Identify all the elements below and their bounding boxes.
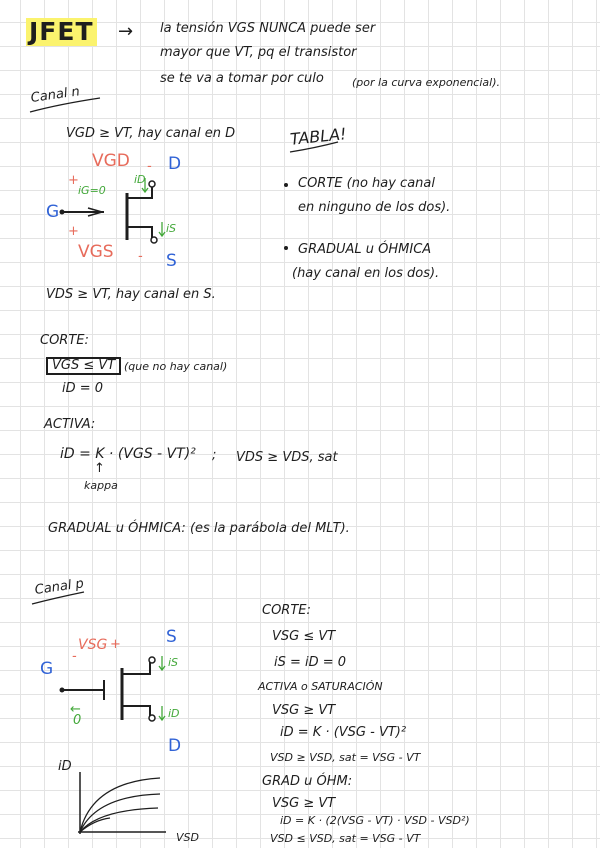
activa-n-eq: iD = K · (VGS - VT)²: [60, 446, 196, 462]
kappa-arrow: ↑: [94, 461, 105, 476]
gradual-n-text: GRADUAL u ÓHMICA: (es la parábola del MLT).: [48, 521, 350, 536]
label-vgs: VGS: [78, 242, 114, 262]
label-is-p: iS: [168, 656, 179, 669]
activa-p-heading: ACTIVA o SATURACIÓN: [258, 680, 383, 693]
page-title: JFET: [26, 18, 97, 46]
label-is-n: iS: [166, 222, 177, 235]
graph-xlabel: VSD: [176, 831, 199, 844]
tabla-item2-line2: (hay canal en los dos).: [292, 266, 440, 281]
corte-p-heading: CORTE:: [262, 603, 311, 618]
tabla-heading: TABLA!: [289, 124, 348, 149]
minus-sign-top: -: [147, 159, 152, 174]
terminal-d: D: [168, 154, 182, 174]
minus-sign-p: -: [72, 649, 77, 664]
activa-n-heading: ACTIVA:: [44, 417, 96, 432]
graph-ylabel: iD: [58, 759, 72, 774]
kappa-note: kappa: [84, 479, 118, 492]
grad-p-line2: iD = K · (2(VSG - VT) · VSD - VSD²): [280, 814, 470, 827]
grad-p-line1: VSG ≥ VT: [272, 796, 336, 811]
corte-n-boxed: VGS ≤ VT: [46, 357, 121, 375]
minus-sign-bottom: -: [138, 249, 143, 264]
header-note-line1: la tensión VGS NUNCA puede ser: [160, 21, 376, 36]
tabla-item1-line2: en ninguno de los dos).: [298, 200, 451, 215]
corte-p-line2: iS = iD = 0: [274, 655, 347, 670]
corte-n-heading: CORTE:: [40, 333, 89, 348]
cond-vgd: VGD ≥ VT, hay canal en D: [66, 126, 236, 141]
terminal-g-p: G: [40, 659, 54, 679]
label-vsg: VSG: [78, 637, 108, 653]
activa-p-line2: iD = K · (VSG - VT)²: [280, 725, 407, 740]
activa-p-line3: VSD ≥ VSD, sat = VSG - VT: [270, 751, 421, 764]
header-note-line2: mayor que VT, pq el transistor: [160, 45, 357, 60]
plus-sign-top: +: [68, 173, 79, 188]
activa-n-cond: VDS ≥ VDS, sat: [236, 450, 338, 465]
terminal-d-p: D: [168, 736, 182, 756]
header-note-paren: (por la curva exponencial).: [352, 76, 500, 89]
corte-n-note: (que no hay canal): [124, 360, 228, 373]
tabla-item1-line1: CORTE (no hay canal: [298, 176, 435, 191]
label-ig-p: 0: [73, 713, 82, 728]
activa-n-sep: ;: [212, 448, 217, 463]
ig-arrow-p: ←: [70, 702, 81, 717]
terminal-s-p: S: [166, 627, 177, 647]
plus-sign-bottom: +: [68, 224, 79, 239]
header-note-line3: se te va a tomar por culo: [160, 71, 324, 86]
label-vgd: VGD: [92, 151, 130, 171]
terminal-g: G: [46, 202, 60, 222]
curve-2: [80, 794, 160, 832]
label-ig: iG=0: [78, 184, 106, 197]
curve-3: [80, 808, 158, 832]
label-id-p: iD: [168, 707, 180, 720]
plus-sign-p: +: [110, 637, 121, 652]
cond-vds: VDS ≥ VT, hay canal en S.: [46, 287, 216, 302]
corte-p-line1: VSG ≤ VT: [272, 629, 336, 644]
terminal-s: S: [166, 251, 177, 271]
tabla-item2-line1: GRADUAL u ÓHMICA: [298, 242, 432, 257]
section-n-heading: Canal n: [29, 84, 81, 107]
grad-p-line3: VSD ≤ VSD, sat = VSG - VT: [270, 832, 421, 845]
corte-n-eq: iD = 0: [62, 381, 104, 396]
label-id-n: iD: [134, 173, 146, 186]
grad-p-heading: GRAD u ÓHM:: [262, 774, 353, 789]
header-arrow: →: [118, 21, 134, 42]
section-p-heading: Canal p: [33, 576, 85, 599]
activa-p-line1: VSG ≥ VT: [272, 703, 336, 718]
